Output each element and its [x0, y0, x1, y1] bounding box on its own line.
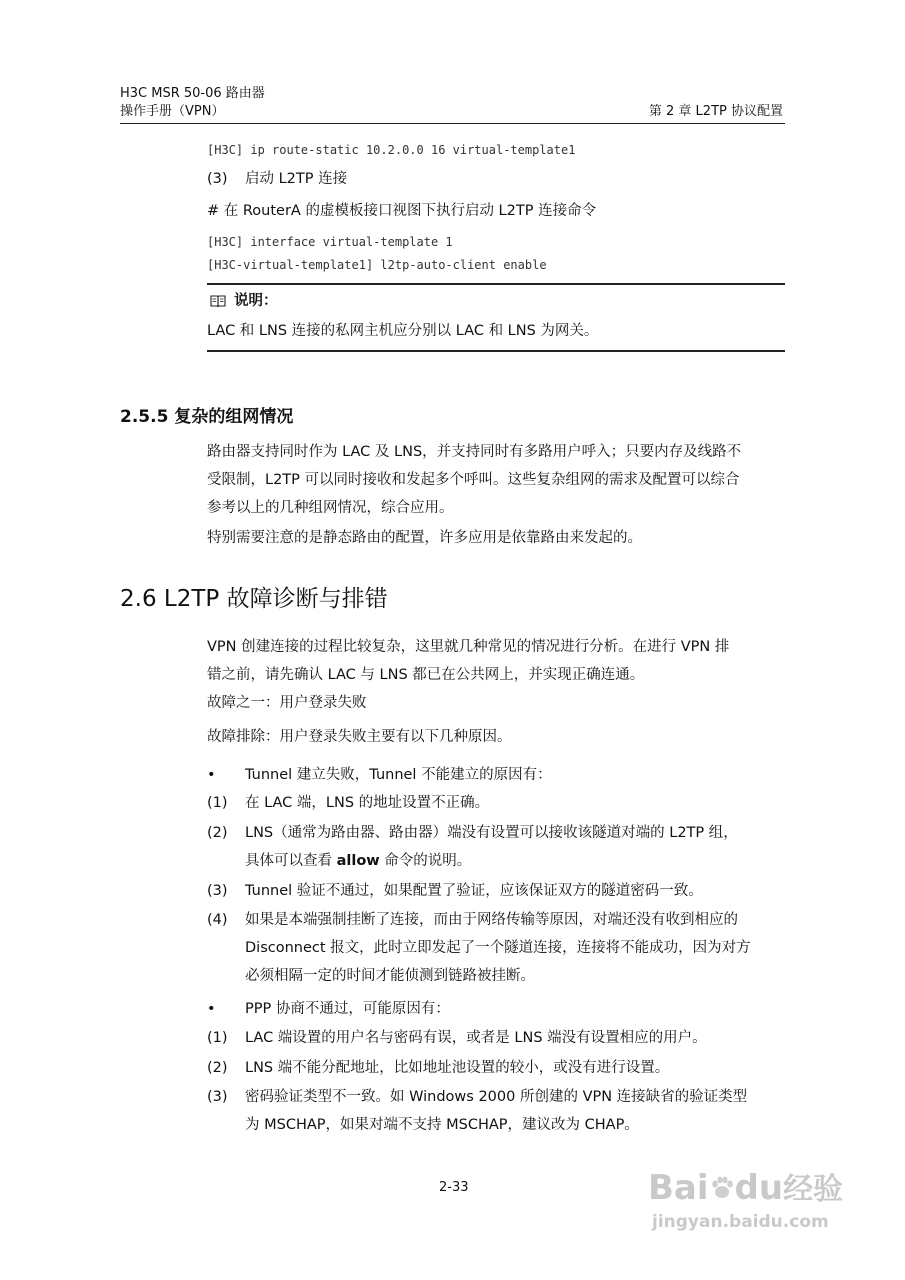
para-line: 必须相隔一定的时间才能侦测到链路被挂断。: [245, 968, 535, 984]
step-3-text: 启动 L2TP 连接: [245, 171, 348, 187]
list-number: (4): [207, 912, 228, 928]
code-line-route-static: [H3C] ip route-static 10.2.0.0 16 virtual-template1: [207, 143, 576, 157]
para-line: 受限制，L2TP 可以同时接收和发起多个呼叫。这些复杂组网的需求及配置可以综合: [207, 472, 740, 488]
tunnel-reason-4: [245, 906, 785, 990]
tunnel-reason-3: Tunnel 验证不通过，如果配置了验证，应该保证双方的隧道密码一致。: [245, 883, 703, 899]
section-2-5-5-para-1: [207, 438, 784, 522]
paw-icon: [709, 1170, 735, 1196]
page-number: 2-33: [439, 1180, 469, 1195]
para-line: 如果是本端强制挂断了连接，而由于网络传输等原因，对端还没有收到相应的: [245, 912, 738, 928]
header-manual: 操作手册（VPN）: [120, 104, 225, 119]
para-line: 路由器支持同时作为 LAC 及 LNS，并支持同时有多路用户呼入；只要内存及线路不: [207, 444, 742, 460]
section-2-5-5-para-2: 特别需要注意的是静态路由的配置，许多应用是依靠路由来发起的。: [207, 530, 642, 546]
para-line: 错之前，请先确认 LAC 与 LNS 都已在公共网上，并实现正确连通。: [207, 667, 645, 683]
section-2-6-intro: [207, 633, 784, 689]
code-comment: # 在 RouterA 的虚模板接口视图下执行启动 L2TP 连接命令: [207, 203, 597, 219]
note-text: LAC 和 LNS 连接的私网主机应分别以 LAC 和 LNS 为网关。: [207, 323, 599, 339]
watermark-url: jingyan.baidu.com: [652, 1212, 829, 1232]
para-line: 参考以上的几种组网情况，综合应用。: [207, 500, 454, 516]
code-line-auto-client: [H3C-virtual-template1] l2tp-auto-client enable: [207, 258, 547, 272]
para-line: Disconnect 报文，此时立即发起了一个隧道连接，连接将不能成功，因为对方: [245, 940, 751, 956]
bullet-ppp-failure: PPP 协商不通过，可能原因有：: [245, 1001, 450, 1017]
ppp-reason-1: LAC 端设置的用户名与密码有误，或者是 LNS 端没有设置相应的用户。: [245, 1030, 707, 1046]
watermark-brand-du: du: [734, 1168, 784, 1208]
watermark-brand-cn: 经验: [783, 1172, 844, 1207]
para-line: LNS（通常为路由器、路由器）端没有设置可以接收该隧道对端的 L2TP 组，: [245, 825, 738, 841]
list-number: (3): [207, 883, 228, 899]
header-rule: [120, 123, 785, 124]
ppp-reason-3: [245, 1083, 785, 1139]
list-number: (1): [207, 795, 228, 811]
text-span: 命令的说明。: [379, 853, 472, 869]
list-number: (2): [207, 825, 228, 841]
allow-command: allow: [336, 853, 380, 869]
section-heading-2-5-5: 2.5.5 复杂的组网情况: [120, 407, 294, 427]
ppp-reason-2: LNS 端不能分配地址，比如地址池设置的较小，或没有进行设置。: [245, 1060, 670, 1076]
text-span: 具体可以查看: [245, 853, 337, 869]
tunnel-reason-2: [245, 819, 785, 875]
para-line: VPN 创建连接的过程比较复杂，这里就几种常见的情况进行分析。在进行 VPN 排: [207, 639, 730, 655]
list-number: (2): [207, 1060, 228, 1076]
watermark-logo: [648, 1168, 843, 1210]
para-line: 密码验证类型不一致。如 Windows 2000 所创建的 VPN 连接缺省的验证类型: [245, 1089, 748, 1105]
bullet-tunnel-failure: Tunnel 建立失败，Tunnel 不能建立的原因有：: [245, 767, 552, 783]
note-top-rule: [207, 283, 785, 285]
para-line: [245, 847, 785, 875]
code-line-interface: [H3C] interface virtual-template 1: [207, 235, 453, 249]
header-product: H3C MSR 50-06 路由器: [120, 86, 265, 101]
bullet-marker: •: [207, 1001, 216, 1017]
header-chapter: 第 2 章 L2TP 协议配置: [648, 104, 783, 119]
list-number: (1): [207, 1030, 228, 1046]
bullet-marker: •: [207, 767, 216, 783]
note-title: 说明：: [234, 293, 278, 309]
tunnel-reason-1: 在 LAC 端，LNS 的地址设置不正确。: [245, 795, 490, 811]
book-icon: [210, 293, 226, 309]
para-line: 为 MSCHAP，如果对端不支持 MSCHAP，建议改为 CHAP。: [245, 1117, 639, 1133]
list-number: (3): [207, 1089, 228, 1105]
watermark-brand: Bai: [648, 1168, 709, 1208]
section-heading-2-6: 2.6 L2TP 故障诊断与排错: [120, 586, 388, 612]
note-bottom-rule: [207, 350, 785, 352]
fault-1-title: 故障之一：用户登录失败: [207, 695, 367, 711]
step-3-number: (3): [207, 171, 228, 187]
fault-elimination: 故障排除：用户登录失败主要有以下几种原因。: [207, 729, 512, 745]
